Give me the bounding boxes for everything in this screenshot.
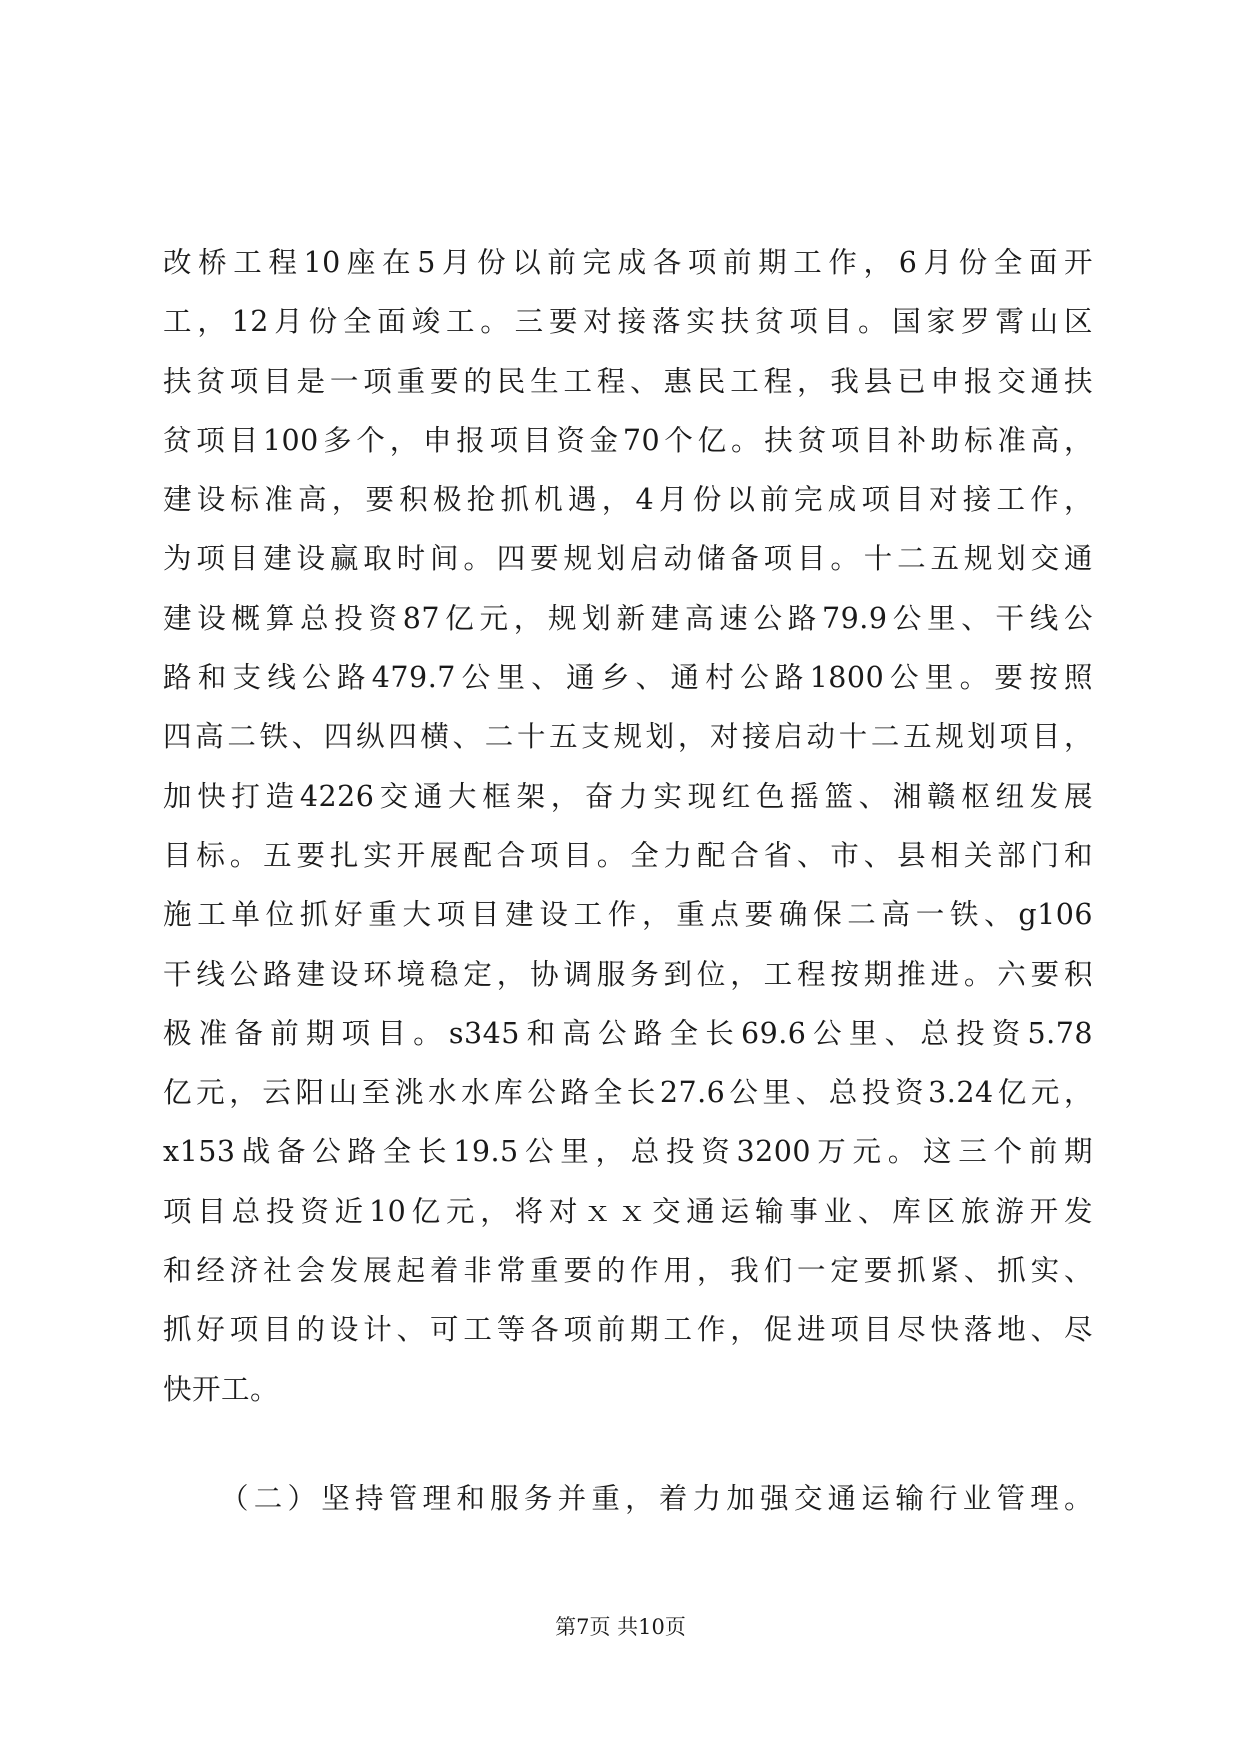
text-line: 建设概算总投资87亿元，规划新建高速公路79.9公里、干线公 <box>163 601 1093 635</box>
text-line: 扶贫项目是一项重要的民生工程、惠民工程，我县已申报交通扶 <box>163 364 1093 398</box>
text-line: 抓好项目的设计、可工等各项前期工作，促进项目尽快落地、尽 <box>163 1313 1093 1347</box>
text-line: 路和支线公路479.7公里、通乡、通村公路1800公里。要按照 <box>163 661 1093 695</box>
text-line: 工，12月份全面竣工。三要对接落实扶贫项目。国家罗霄山区 <box>163 305 1093 339</box>
text-line: 为项目建设赢取时间。四要规划启动储备项目。十二五规划交通 <box>163 542 1093 576</box>
text-line: 和经济社会发展起着非常重要的作用，我们一定要抓紧、抓实、 <box>163 1254 1093 1288</box>
text-line: 干线公路建设环境稳定，协调服务到位，工程按期推进。六要积 <box>163 957 1093 991</box>
text-line: 快开工。 <box>163 1372 280 1406</box>
page-number-footer: 第7页 共10页 <box>555 1615 686 1639</box>
text-line: x153战备公路全长19.5公里，总投资3200万元。这三个前期 <box>163 1135 1093 1169</box>
text-line: 亿元，云阳山至洮水水库公路全长27.6公里、总投资3.24亿元， <box>163 1076 1093 1110</box>
text-line: 建设标准高，要积极抢抓机遇，4月份以前完成项目对接工作， <box>163 483 1093 517</box>
text-line: 极准备前期项目。s345和高公路全长69.6公里、总投资5.78 <box>163 1016 1093 1050</box>
text-line: 加快打造4226交通大框架，奋力实现红色摇篮、湘赣枢纽发展 <box>163 779 1093 813</box>
section-heading-paragraph: （二）坚持管理和服务并重，着力加强交通运输行业管理。 <box>220 1482 1093 1515</box>
text-line: 施工单位抓好重大项目建设工作，重点要确保二高一铁、g106 <box>163 898 1093 932</box>
text-line: 改桥工程10座在5月份以前完成各项前期工作，6月份全面开 <box>163 246 1093 279</box>
text-line: 目标。五要扎实开展配合项目。全力配合省、市、县相关部门和 <box>163 838 1093 872</box>
body-paragraph <box>163 233 1093 1419</box>
text-line: 贫项目100多个，申报项目资金70个亿。扶贫项目补助标准高， <box>163 423 1093 457</box>
text-line: 四高二铁、四纵四横、二十五支规划，对接启动十二五规划项目， <box>163 720 1093 754</box>
text-line: 项目总投资近10亿元，将对ｘｘ交通运输事业、库区旅游开发 <box>163 1194 1093 1228</box>
